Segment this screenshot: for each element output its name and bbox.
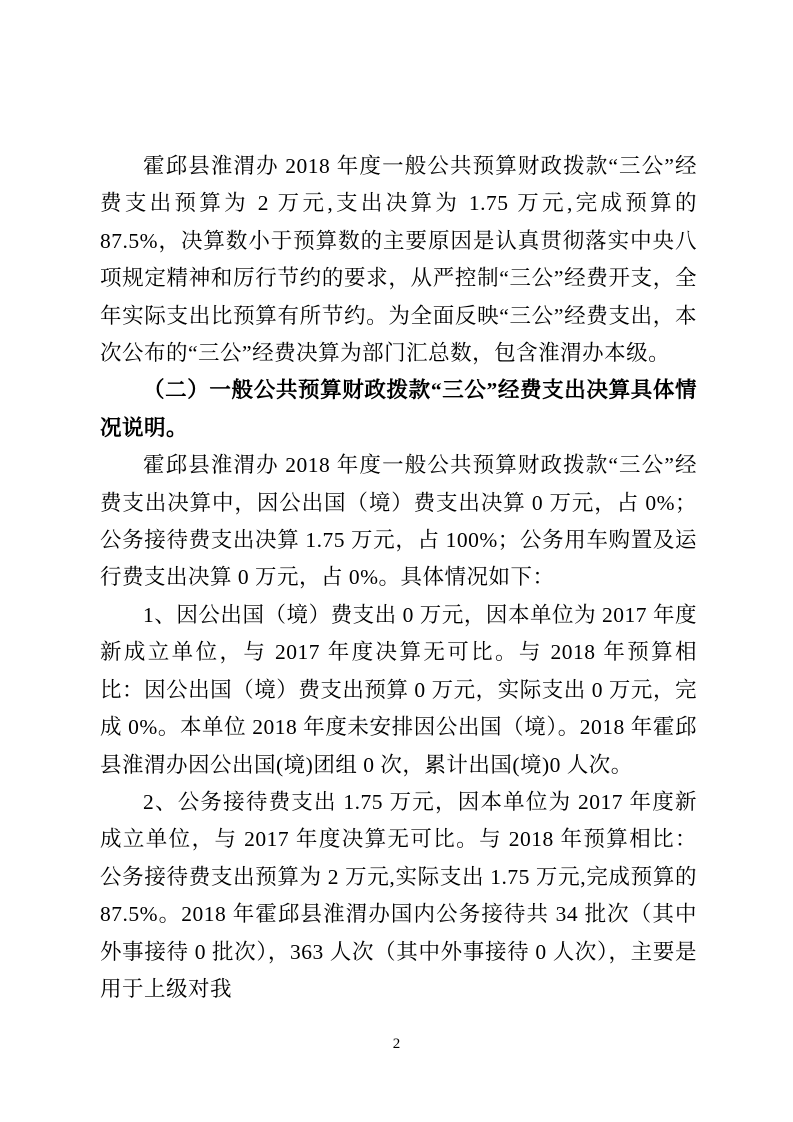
paragraph-item-1-overseas-trips: 1、因公出国（境）费支出 0 万元，因本单位为 2017 年度新成立单位，与 2017 年度决算无可比。与 2018 年预算相比：因公出国（境）费支出预算 0 万元，实际支出 0 万元，完成 0%。本单位 2018 年度未安排因公出国（境）。2018 年霍邱县淮渭办因公出国(境)团组 0 次，累计出国(境)0 人次。 [100, 602, 697, 777]
paragraph-sangong-budget-summary: 霍邱县淮渭办 2018 年度一般公共预算财政拨款“三公”经费支出预算为 2 万元,支出决算为 1.75 万元,完成预算的 87.5%，决算数小于预算数的主要原因是认真贯彻落实中央八项规定精神和厉行节约的要求，从严控制“三公”经费开支，全年实际支出比预算有所节约。为全面反映“三公”经费支出，本次公布的“三公”经费决算为部门汇总数，包含淮渭办本级。 [100, 154, 697, 366]
document-body [100, 148, 697, 1008]
page-number: 2 [392, 1036, 401, 1052]
paragraph-item-2-official-reception: 2、公务接待费支出 1.75 万元，因本单位为 2017 年度新成立单位，与 2017 年度决算无可比。与 2018 年预算相比：公务接待费支出预算为 2 万元,实际支出 1.75 万元,完成预算的 87.5%。2018 年霍邱县淮渭办国内公务接待共 34 批次（其中外事接待 0 批次），363 人次（其中外事接待 0 人次），主要是用于上级对我 [100, 789, 697, 1001]
paragraph-sangong-breakdown: 霍邱县淮渭办 2018 年度一般公共预算财政拨款“三公”经费支出决算中，因公出国（境）费支出决算 0 万元，占 0%；公务接待费支出决算 1.75 万元，占 100%；公务用车购置及运行费支出决算 0 万元，占 0%。具体情况如下： [100, 453, 697, 590]
section-heading-2: （二）一般公共预算财政拨款“三公”经费支出决算具体情况说明。 [100, 378, 697, 440]
